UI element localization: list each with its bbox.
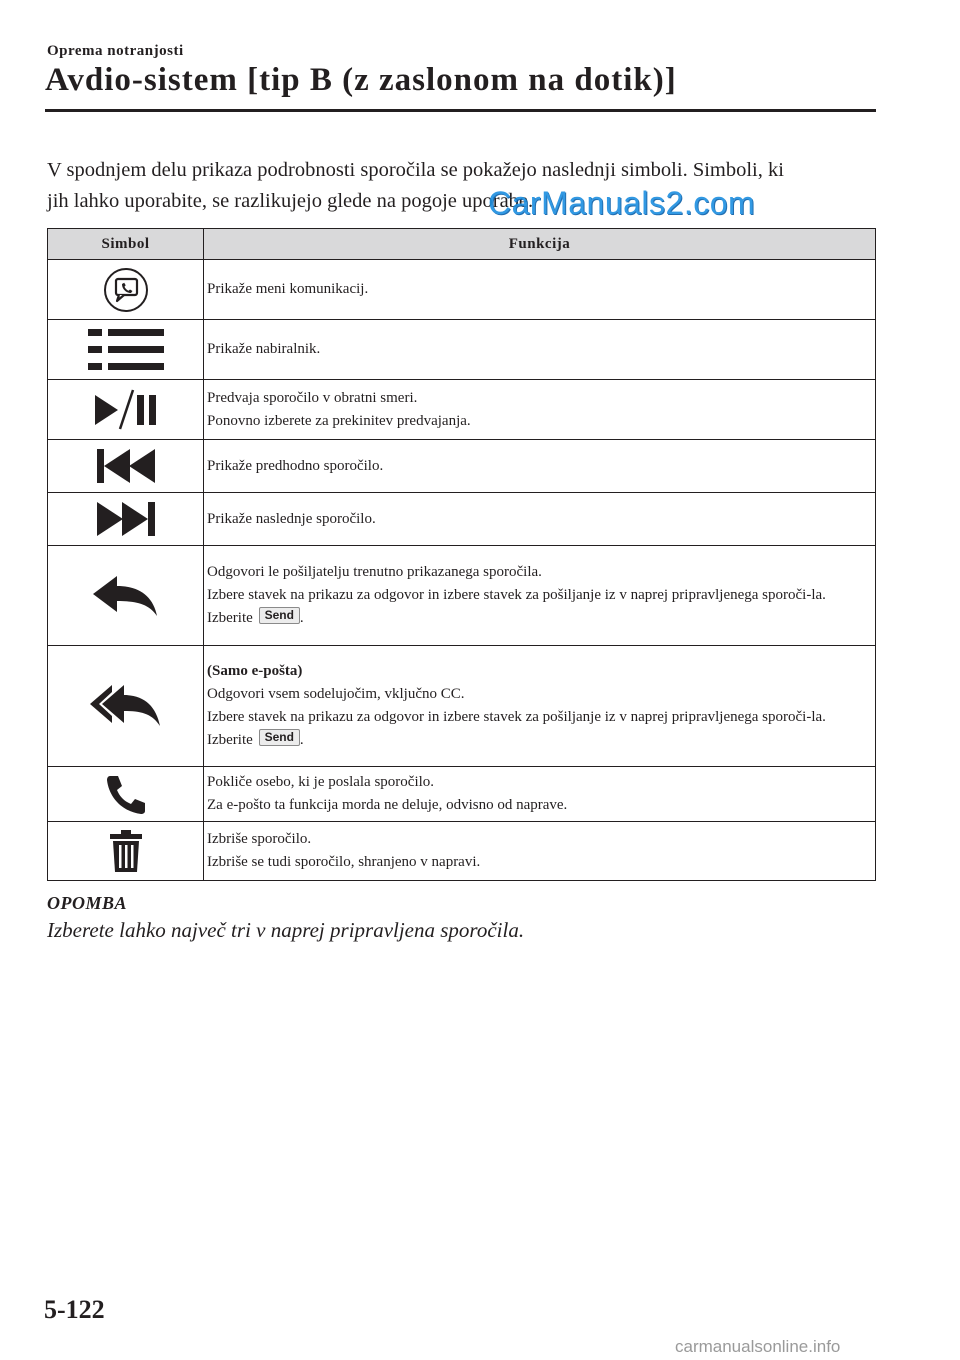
inbox-list-icon bbox=[86, 327, 166, 373]
note-title: OPOMBA bbox=[47, 893, 128, 913]
table-row bbox=[48, 822, 876, 881]
table-row bbox=[48, 546, 876, 646]
function-text: Izbere stavek na prikazu za odgovor in izbere stavek za pošiljanje iz v naprej pripravljenega sporoči-la. bbox=[207, 709, 826, 725]
header-symbol: Simbol bbox=[48, 229, 204, 260]
function-text: Za e-pošto ta funkcija morda ne deluje, odvisno od naprave. bbox=[207, 797, 568, 813]
send-button: Send bbox=[259, 607, 300, 624]
title-rule bbox=[45, 109, 876, 112]
page-number: 5-122 bbox=[44, 1295, 105, 1324]
table-row bbox=[48, 260, 876, 320]
section-label: Oprema notranjosti bbox=[47, 43, 184, 59]
function-text: Odgovori vsem sodelujočim, vključno CC. bbox=[207, 686, 465, 702]
play-pause-icon bbox=[93, 387, 159, 433]
function-text: Izbriše sporočilo. bbox=[207, 831, 312, 847]
communication-menu-icon bbox=[103, 267, 149, 313]
function-text: Predvaja sporočilo v obratni smeri. bbox=[207, 389, 418, 406]
send-button: Send bbox=[259, 729, 300, 746]
intro-line-1: V spodnjem delu prikaza podrobnosti sporočila se pokažejo naslednji simboli. Simboli, ki bbox=[47, 159, 784, 181]
function-text: Prikaže predhodno sporočilo. bbox=[207, 457, 384, 474]
table-row bbox=[48, 320, 876, 380]
footer-watermark: carmanualsonline.info bbox=[675, 1337, 841, 1356]
symbol-table bbox=[47, 228, 876, 881]
function-text: Pokliče osebo, ki je poslala sporočilo. bbox=[207, 774, 435, 790]
function-text: Odgovori le pošiljatelju trenutno prikazanega sporočila. bbox=[207, 564, 542, 580]
next-track-icon bbox=[95, 499, 157, 539]
reply-icon bbox=[91, 574, 161, 618]
trash-icon bbox=[109, 829, 143, 873]
header-function: Funkcija bbox=[204, 229, 876, 260]
reply-all-icon bbox=[88, 682, 164, 730]
note-text: Izberete lahko največ tri v naprej pripravljena sporočila. bbox=[47, 918, 525, 942]
table-header-row bbox=[48, 229, 876, 260]
intro-line-2: jih lahko uporabite, se razlikujejo glede na pogoje uporabe. bbox=[47, 190, 534, 212]
function-text: Prikaže nabiralnik. bbox=[207, 341, 321, 357]
select-instruction: Izberite Send . bbox=[207, 730, 304, 748]
function-text: Prikaže meni komunikacij. bbox=[207, 281, 369, 297]
function-title: (Samo e-pošta) bbox=[207, 663, 303, 679]
table-row bbox=[48, 380, 876, 440]
phone-call-icon bbox=[104, 772, 148, 816]
function-text: Ponovno izberete za prekinitev predvajanja. bbox=[207, 412, 471, 429]
watermark: CarManuals2.com bbox=[488, 185, 756, 221]
function-text: Prikaže naslednje sporočilo. bbox=[207, 510, 376, 527]
function-text: Izbere stavek na prikazu za odgovor in izbere stavek za pošiljanje iz v naprej pripravljenega sporoči-la. bbox=[207, 587, 826, 603]
table-row bbox=[48, 767, 876, 822]
select-instruction: Izberite Send . bbox=[207, 608, 304, 626]
table-row bbox=[48, 646, 876, 767]
function-text: Izbriše se tudi sporočilo, shranjeno v napravi. bbox=[207, 854, 481, 870]
page-title: Avdio-sistem [tip B (z zaslonom na dotik)] bbox=[45, 62, 677, 98]
previous-track-icon bbox=[95, 446, 157, 486]
table-row bbox=[48, 493, 876, 546]
table-row bbox=[48, 440, 876, 493]
